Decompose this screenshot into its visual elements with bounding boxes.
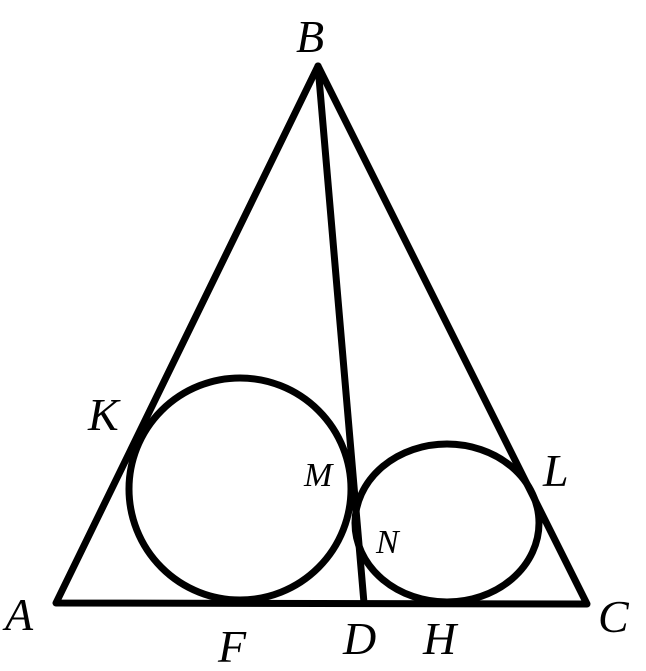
label-l: L bbox=[543, 445, 569, 496]
label-c: C bbox=[598, 591, 629, 642]
label-n: N bbox=[376, 524, 399, 561]
label-f: F bbox=[218, 621, 247, 671]
label-h: H bbox=[423, 613, 457, 664]
label-a: A bbox=[5, 589, 34, 640]
label-d: D bbox=[343, 613, 377, 664]
label-m: M bbox=[304, 457, 333, 494]
label-k: K bbox=[88, 389, 119, 440]
circle-right bbox=[355, 444, 539, 602]
label-b: B bbox=[296, 11, 325, 62]
